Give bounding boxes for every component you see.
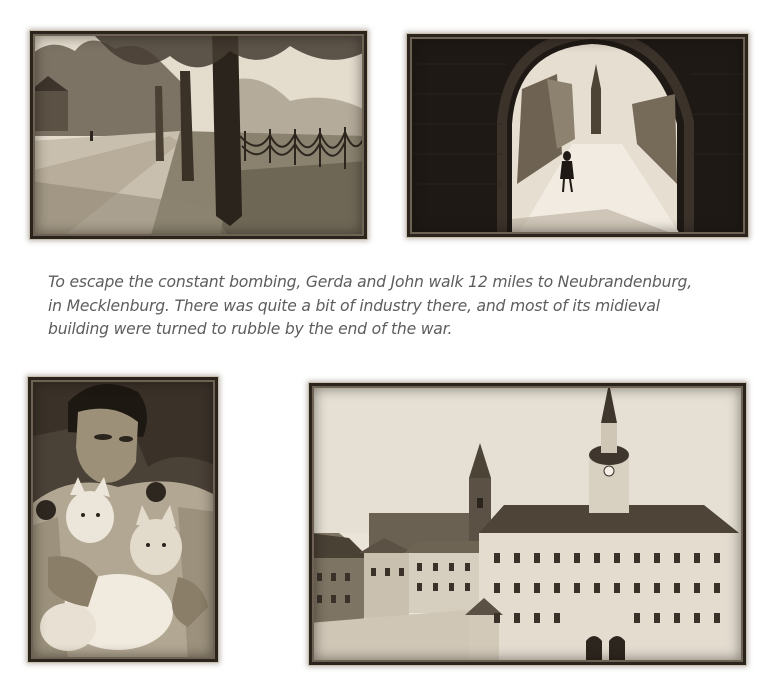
caption-line-2: in Mecklenburg. There was quite a bit of industry there, and most of its midieval [48, 296, 660, 315]
photo-town-square [309, 383, 746, 665]
archway-image [407, 34, 748, 237]
woman-kittens-image [28, 377, 218, 662]
tree-lane-image [30, 31, 367, 239]
caption-line-1: To escape the constant bombing, Gerda and John walk 12 miles to Neubrandenburg, [48, 273, 692, 291]
photo-tree-lined-lane [30, 31, 367, 239]
caption-line-3: building were turned to rubble by the end of the war. [48, 320, 453, 338]
photo-woman-with-kittens [28, 377, 218, 662]
photo-caption [48, 271, 748, 342]
town-square-image [309, 383, 746, 665]
photo-archway-street [407, 34, 748, 237]
